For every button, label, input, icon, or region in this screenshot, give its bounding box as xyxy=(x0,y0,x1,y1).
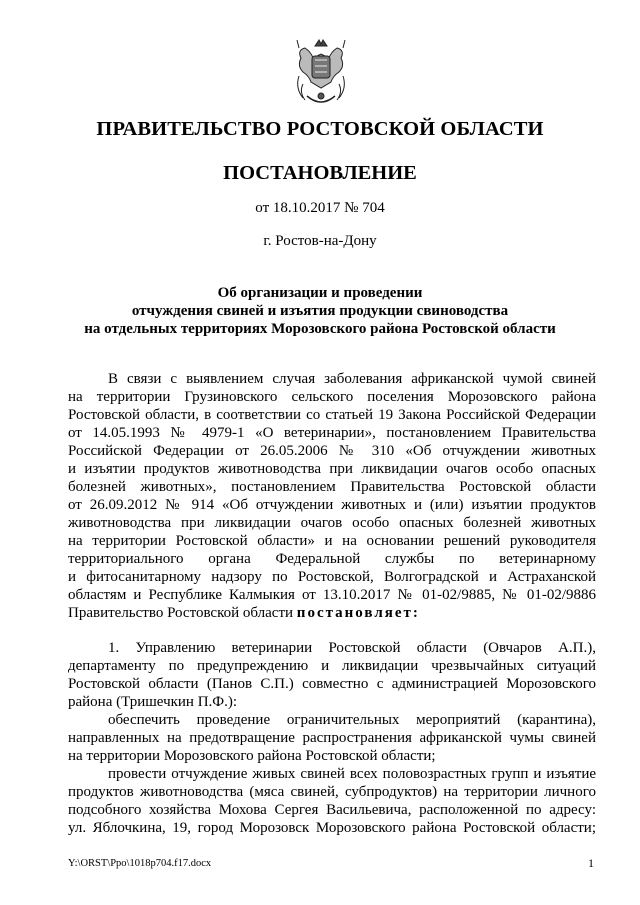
subject-line: на отдельных территориях Морозовского района Ростовской области xyxy=(84,321,556,337)
resolution-prefix: Правительство Ростовской области xyxy=(68,605,297,621)
text-line: на территории Ростовской области» и на основании решений руководителя xyxy=(68,533,596,549)
preamble-paragraph xyxy=(68,370,596,622)
text-line xyxy=(68,604,596,622)
page-number: 1 xyxy=(588,856,594,870)
text-line: ул. Яблочкина, 19, город Морозовск Морозовского района Ростовской области; xyxy=(68,820,596,836)
text-line: и фитосанитарному надзору по Ростовской, Волгоградской и Астраханской xyxy=(68,569,596,585)
text-line: Ростовской области, в соответствии со статьей 19 Закона Российской Федерации xyxy=(68,407,596,423)
text-line: В связи с выявлением случая заболевания африканской чумой свиней xyxy=(108,371,596,387)
text-line: провести отчуждение живых свиней всех половозрастных групп и изъятие xyxy=(108,766,596,782)
text-line: от 26.09.2012 № 914 «Об отчуждении животных и (или) изъятии продуктов xyxy=(68,497,596,513)
text-line: территориального органа Федеральной службы по ветеринарному xyxy=(68,551,596,567)
text-line: департаменту по предупреждению и ликвидации чрезвычайных ситуаций xyxy=(68,658,596,674)
government-title: ПРАВИТЕЛЬСТВО РОСТОВСКОЙ ОБЛАСТИ xyxy=(96,118,544,140)
text-line: 1. Управлению ветеринарии Ростовской области (Овчаров А.П.), xyxy=(108,640,596,656)
resolution-keyword: постановляет: xyxy=(296,605,420,621)
text-line: и изъятии продуктов животноводства при ликвидации очагов особо опасных xyxy=(68,461,596,477)
text-line: животноводства при ликвидации очагов особо опасных болезней животных xyxy=(68,515,596,531)
text-line: от 14.05.1993 № 4979-1 «О ветеринарии», постановлением Правительства xyxy=(68,425,596,441)
text-line: Ростовской области (Панов С.П.) совместно с администрацией Морозовского xyxy=(68,676,596,692)
text-line: на территории Грузиновского сельского поселения Морозовского района xyxy=(68,389,596,405)
subject-line: отчуждения свиней и изъятия продукции свиноводства xyxy=(131,303,509,319)
item-1-paragraph xyxy=(68,639,596,837)
document-type: ПОСТАНОВЛЕНИЕ xyxy=(223,162,417,184)
text-line: Российской Федерации от 26.05.2006 № 310 «Об отчуждении животных xyxy=(68,443,596,459)
subject-line: Об организации и проведении xyxy=(217,285,423,301)
document-date-number: от 18.10.2017 № 704 xyxy=(255,200,385,216)
text-line: направленных на предотвращение распространения африканской чумы свиней xyxy=(68,730,596,746)
document-city: г. Ростов-на-Дону xyxy=(263,233,377,249)
file-path: Y:\ORST\Ppo\1018p704.f17.docx xyxy=(68,858,212,869)
text-line: подсобного хозяйства Мохова Сергея Васильевича, расположенной по адресу: xyxy=(68,802,596,818)
text-line: болезней животных», постановлением Правительства Ростовской области xyxy=(68,479,596,495)
coat-of-arms-icon xyxy=(293,36,349,108)
text-line: продуктов животноводства (мяса свиней, субпродуктов) на территории личного xyxy=(68,784,596,800)
document-subject xyxy=(60,284,580,338)
text-line: обеспечить проведение ограничительных мероприятий (карантина), xyxy=(108,712,596,728)
text-line: областям и Республике Калмыкия от 13.10.2017 № 01-02/9885, № 01-02/9886 xyxy=(68,587,596,603)
text-line: района (Тришечкин П.Ф.): xyxy=(68,694,238,710)
text-line: на территории Морозовского района Ростовской области; xyxy=(68,748,436,764)
